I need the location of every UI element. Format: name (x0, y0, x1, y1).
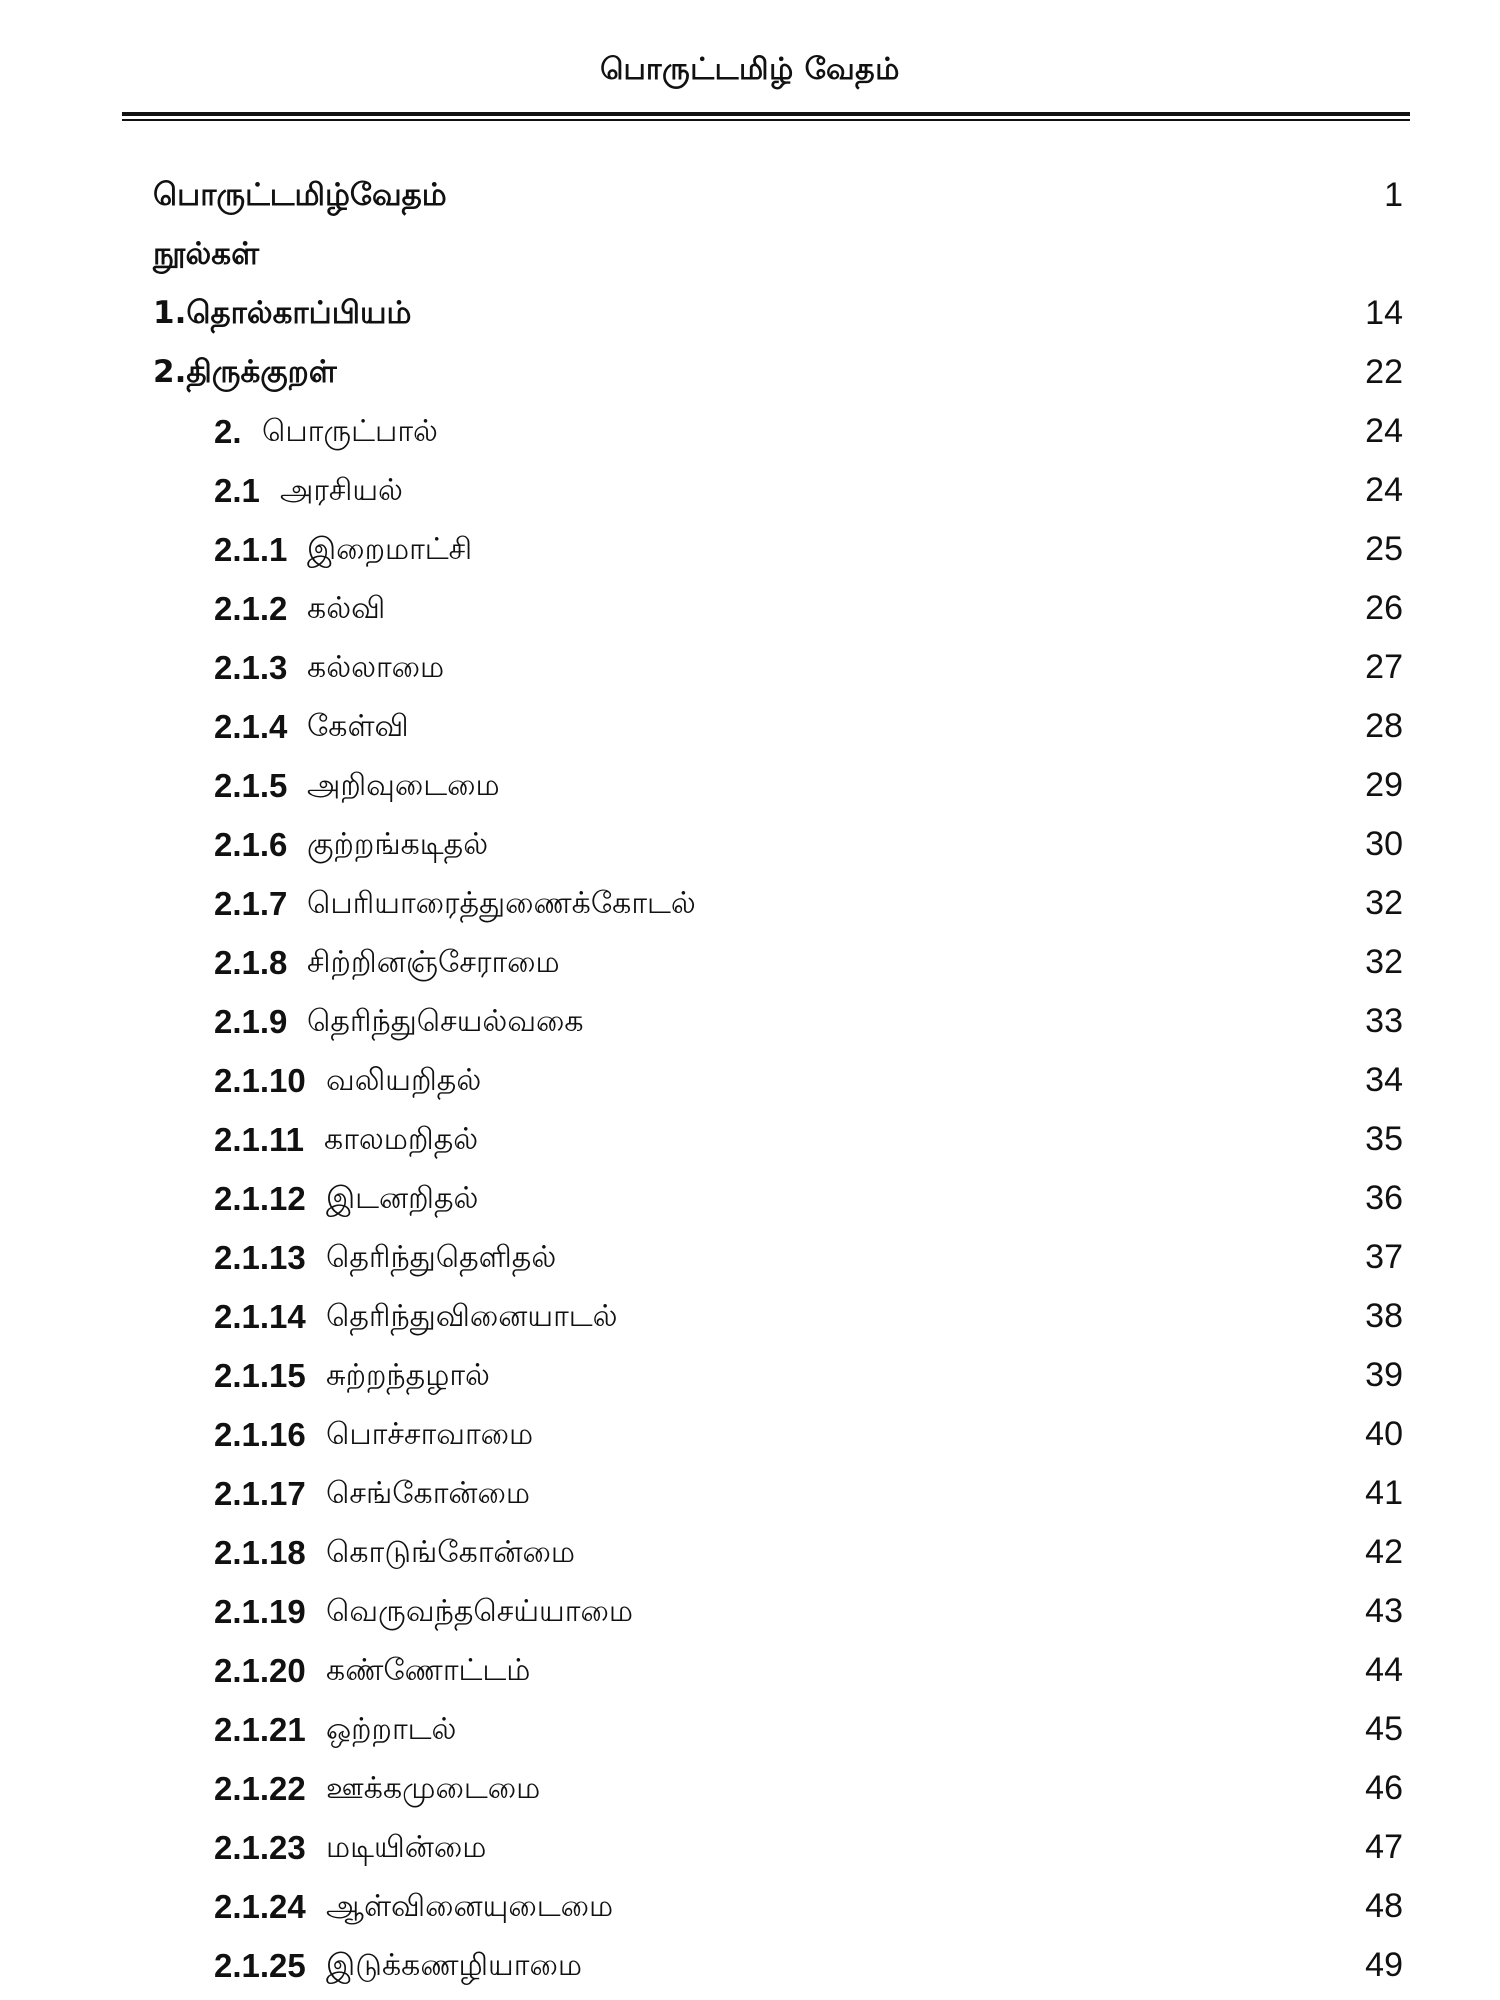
toc-entry-number: 2.1.11 (214, 1121, 304, 1158)
toc-entry-page: 44 (1365, 1651, 1403, 1689)
toc-entry[interactable] (0, 461, 1500, 520)
toc-entry-title: தெரிந்துவினையாடல் (326, 1299, 618, 1334)
toc-entry-title: அறிவுடைமை (307, 768, 500, 803)
toc-entry-number: 2.1.17 (214, 1475, 306, 1512)
toc-entry-page: 42 (1365, 1533, 1403, 1571)
toc-entry-number: 2.1.2 (214, 590, 288, 627)
toc-entry[interactable] (0, 992, 1500, 1051)
toc-entry-title: தெரிந்துதெளிதல் (326, 1240, 557, 1275)
toc-entry[interactable] (0, 697, 1500, 756)
toc-entry-title: கேள்வி (307, 709, 409, 744)
toc-entry-title: சுற்றந்தழால் (326, 1358, 490, 1393)
toc-entry[interactable] (0, 1405, 1500, 1464)
toc-entry[interactable] (0, 402, 1500, 461)
toc-entry-number: 2.1.12 (214, 1180, 306, 1217)
toc-entry-title: ஆள்வினையுடைமை (326, 1889, 614, 1924)
toc-entry[interactable] (0, 1582, 1500, 1641)
toc-entry-page: 35 (1365, 1120, 1403, 1158)
toc-entry-number: 2.1.14 (214, 1298, 306, 1335)
toc-entry-page: 28 (1365, 707, 1403, 745)
toc-entry-number: 2.1.7 (214, 885, 288, 922)
toc-entry-page: 38 (1365, 1297, 1403, 1335)
toc-entry-page: 30 (1365, 825, 1403, 863)
toc-entry[interactable] (0, 1877, 1500, 1936)
toc-entry-page: 26 (1365, 589, 1403, 627)
toc-entry-number: 2. (214, 413, 242, 450)
toc-entry-number: 2.1.5 (214, 767, 288, 804)
toc-entry-page: 40 (1365, 1415, 1403, 1453)
toc-entry-page: 1 (1384, 176, 1403, 214)
toc-entry-number: 2.1.8 (214, 944, 288, 981)
toc-entry[interactable] (0, 1346, 1500, 1405)
running-header: பொருட்டமிழ் வேதம் (600, 52, 900, 87)
toc-entry-title: கொடுங்கோன்மை (326, 1535, 576, 1570)
toc-entry-title: இறைமாட்சி (307, 532, 473, 567)
toc-entry-page: 32 (1365, 943, 1403, 981)
toc-entry-page: 45 (1365, 1710, 1403, 1748)
toc-entry[interactable] (0, 284, 1500, 343)
toc-entry-number: 2.1.22 (214, 1770, 306, 1807)
toc-entry-page: 24 (1365, 471, 1403, 509)
toc-entry-title: கல்வி (307, 591, 386, 626)
toc-entry-page: 34 (1365, 1061, 1403, 1099)
toc-entry[interactable] (0, 874, 1500, 933)
toc-entry-title: பெரியாரைத்துணைக்கோடல் (307, 886, 696, 921)
toc-entry-number: 2.1.3 (214, 649, 288, 686)
toc-entry[interactable] (0, 815, 1500, 874)
toc-entry[interactable] (0, 166, 1500, 225)
toc-entry-title: இடனறிதல் (326, 1181, 479, 1216)
toc-entry-number: 2.1.25 (214, 1947, 306, 1984)
toc-entry[interactable] (0, 1818, 1500, 1877)
toc-entry-title: ஒற்றாடல் (326, 1712, 457, 1747)
toc-entry-page: 39 (1365, 1356, 1403, 1394)
toc-entry-number: 2.1.1 (214, 531, 288, 568)
toc-entry[interactable] (0, 579, 1500, 638)
toc-entry-title: பொச்சாவாமை (326, 1417, 534, 1452)
toc-entry-number: 2.1.10 (214, 1062, 306, 1099)
toc-entry-page: 43 (1365, 1592, 1403, 1630)
toc-entry-number: 2.1 (214, 472, 260, 509)
toc-entry-page: 48 (1365, 1887, 1403, 1925)
toc-entry-title: ஊக்கமுடைமை (326, 1771, 541, 1806)
toc-entry[interactable] (0, 756, 1500, 815)
toc-entry[interactable] (0, 1287, 1500, 1346)
toc-entry[interactable] (0, 1228, 1500, 1287)
toc-entry-page: 41 (1365, 1474, 1403, 1512)
toc-entry[interactable] (0, 1936, 1500, 1995)
toc-entry-number: 2.1.21 (214, 1711, 306, 1748)
toc-entry-title: பொருட்டமிழ்வேதம் (153, 177, 447, 213)
toc-entry-title: குற்றங்கடிதல் (307, 827, 489, 862)
toc-entry[interactable] (0, 638, 1500, 697)
toc-entry[interactable] (0, 225, 1500, 284)
toc-entry-title: மடியின்மை (326, 1830, 487, 1865)
toc-entry-number: 2.1.15 (214, 1357, 306, 1394)
toc-entry[interactable] (0, 1110, 1500, 1169)
toc-entry-title: காலமறிதல் (324, 1122, 479, 1157)
toc-entry[interactable] (0, 1523, 1500, 1582)
toc-entry-title: வெருவந்தசெய்யாமை (326, 1594, 633, 1629)
toc-entry-title: 1.தொல்காப்பியம் (153, 295, 412, 331)
toc-entry[interactable] (0, 343, 1500, 402)
toc-entry-number: 2.1.16 (214, 1416, 306, 1453)
toc-entry-page: 32 (1365, 884, 1403, 922)
toc-entry-title: நூல்கள் (153, 236, 260, 272)
toc-entry-number: 2.1.4 (214, 708, 288, 745)
toc-entry-title: அரசியல் (280, 473, 403, 508)
toc-entry-title: இடுக்கணழியாமை (326, 1948, 582, 1983)
toc-entry[interactable] (0, 1051, 1500, 1110)
toc-entry-page: 36 (1365, 1179, 1403, 1217)
toc-entry-page: 33 (1365, 1002, 1403, 1040)
toc-entry[interactable] (0, 1759, 1500, 1818)
toc-entry-number: 2.1.20 (214, 1652, 306, 1689)
toc-entry-page: 14 (1365, 294, 1403, 332)
toc-entry-page: 24 (1365, 412, 1403, 450)
toc-entry-title: கல்லாமை (307, 650, 445, 685)
toc-entry-title: செங்கோன்மை (326, 1476, 531, 1511)
toc-entry-title: சிற்றினஞ்சேராமை (307, 945, 560, 980)
toc-entry-title: தெரிந்துசெயல்வகை (307, 1004, 584, 1039)
toc-entry-page: 22 (1365, 353, 1403, 391)
toc-entry-page: 27 (1365, 648, 1403, 686)
toc-entry[interactable] (0, 1464, 1500, 1523)
toc-entry-number: 2.1.24 (214, 1888, 306, 1925)
toc-entry[interactable] (0, 933, 1500, 992)
toc-entry[interactable] (0, 520, 1500, 579)
toc-entry[interactable] (0, 1641, 1500, 1700)
toc-entry-page: 46 (1365, 1769, 1403, 1807)
toc-entry-number: 2.1.23 (214, 1829, 306, 1866)
toc-entry-title: வலியறிதல் (326, 1063, 482, 1098)
toc-entry-number: 2.1.9 (214, 1003, 288, 1040)
toc-entry-page: 29 (1365, 766, 1403, 804)
toc-entry-page: 37 (1365, 1238, 1403, 1276)
header-rule (122, 112, 1410, 121)
toc-entry-page: 49 (1365, 1946, 1403, 1984)
toc-entry-number: 2.1.13 (214, 1239, 306, 1276)
toc-entry-title: கண்ணோட்டம் (326, 1653, 531, 1688)
toc-entry-page: 47 (1365, 1828, 1403, 1866)
toc-entry-number: 2.1.18 (214, 1534, 306, 1571)
toc-entry-title: பொருட்பால் (262, 414, 438, 449)
toc-entry-number: 2.1.6 (214, 826, 288, 863)
toc-entry-page: 25 (1365, 530, 1403, 568)
toc-entry[interactable] (0, 1700, 1500, 1759)
table-of-contents (0, 166, 1500, 1995)
toc-entry-title: 2.திருக்குறள் (153, 354, 337, 390)
toc-entry[interactable] (0, 1169, 1500, 1228)
toc-entry-number: 2.1.19 (214, 1593, 306, 1630)
